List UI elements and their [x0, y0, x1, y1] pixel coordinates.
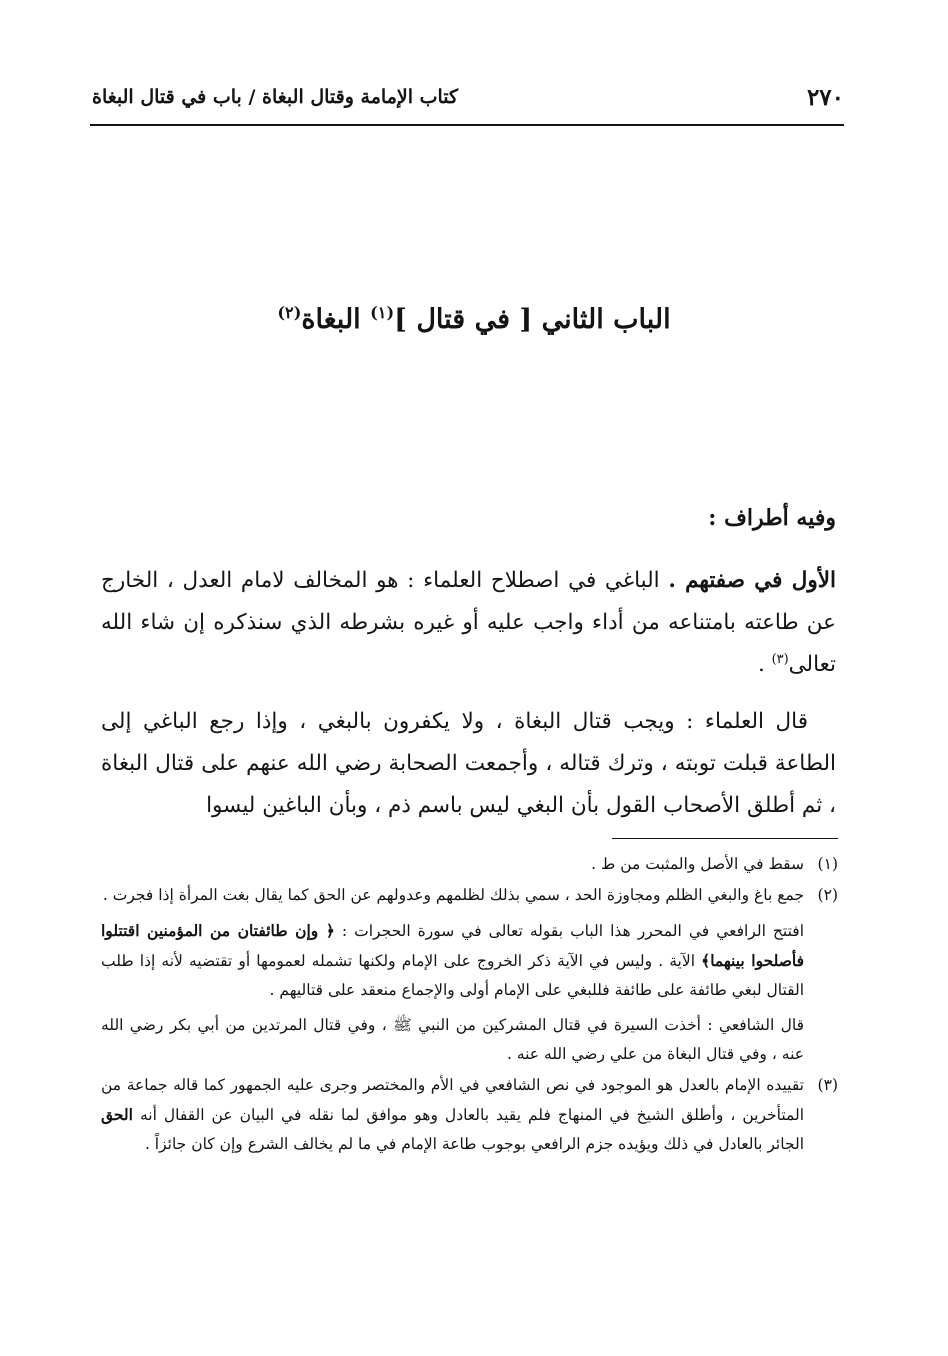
footnote-text [101, 1071, 804, 1159]
paragraph-1 [101, 560, 836, 686]
footnote-text: قال الشافعي : أخذت السيرة في قتال المشركين من النبي ﷺ ، وفي قتال المرتدين من أبي بكر رضي الله عنه ، وفي قتال البغاة من علي رضي الله عنه . [101, 1016, 804, 1063]
footnote-2-continuation [101, 916, 838, 1005]
footnote-text: سقط في الأصل والمثبت من ط . [591, 855, 804, 873]
page-number: ٢٧٠ [806, 84, 844, 111]
paragraph-1-end: . [757, 652, 772, 677]
footnote-3 [101, 1071, 838, 1159]
footnote-text [101, 916, 804, 1005]
footnote-1 [101, 850, 838, 879]
footnote-text: جمع باغ والبغي الظلم ومجاوزة الحد ، سمي بذلك لظلمهم وعدولهم عن الحق كما يقال بغت المرأة إذا فجرت . [102, 886, 804, 904]
footnote-2-shafii-quote [101, 1011, 838, 1069]
footnote-number: (١) [817, 855, 838, 873]
running-header [92, 84, 844, 118]
paragraph-1-lead: الأول في صفتهم . [668, 568, 836, 593]
section-intro: وفيه أطراف : [708, 505, 836, 531]
header-rule [90, 124, 844, 126]
chapter-title-part2: البغاة [301, 304, 361, 335]
footnote-text-part: الآية . وليس في الآية ذكر الخروج على الإمام ولكنها تشمله لعمومها أو تقتضيه لأنه إذا طلب القتال لبغي طائفة على طائفة فللبغي على الإمام أولى والإجماع منعقد على قتاليهم . [101, 952, 804, 999]
footnote-number: (٣) [817, 1076, 838, 1094]
quran-quote: ﴿ وإن طائفتان من المؤمنين اقتتلوا فأصلحوا بينهما﴾ [101, 921, 805, 970]
paragraph-1-text: الباغي في اصطلاح العلماء : هو المخالف لامام العدل ، الخارج عن طاعته بامتناعه من أداء واجب عليه أو غيره بشرطه الذي سنذكره إن شاء الله تعالى [101, 568, 836, 677]
footnote-text-part: تقييده الإمام بالعدل هو الموجود في نص الشافعي في الأم والمختصر وجرى عليه الجمهور كما قاله جماعة من المتأخرين ، وأطلق الشيخ في المنهاج فلم يقيد بالعادل وهو موافق لما نقله في البيان عن القفال أنه [101, 1076, 804, 1124]
footnote-text-part: افتتح الرافعي في المحرر هذا الباب بقوله تعالى في سورة الحجرات : [334, 922, 804, 940]
footnote-rule [612, 838, 838, 839]
footnotes [101, 850, 838, 1161]
footnote-ref-3: (٣) [771, 651, 789, 667]
footnote-ref-1: (١) [370, 303, 395, 322]
chapter-title-part1: الباب الثاني [ في قتال ] [394, 304, 671, 335]
running-title: كتاب الإمامة وقتال البغاة / باب في قتال البغاة [92, 86, 459, 108]
footnote-text-part: الجائر بالعادل في ذلك ويؤيده جزم الرافعي بوجوب طاعة الإمام في ما لم يخالف الشرع وإن كان جائزاً . [144, 1135, 804, 1153]
chapter-title [92, 304, 856, 335]
footnote-number: (٢) [817, 886, 838, 904]
emphasis: الحق [101, 1105, 133, 1124]
footnote-ref-2: (٢) [277, 303, 302, 322]
paragraph-2: قال العلماء : ويجب قتال البغاة ، ولا يكفرون بالبغي ، وإذا رجع الباغي إلى الطاعة قبلت توبته ، وترك قتاله ، وأجمعت الصحابة رضي الله عنهم على قتال البغاة ، ثم أطلق الأصحاب القول بأن البغي ليس باسم ذم ، وبأن الباغين ليسوا [101, 709, 836, 818]
footnote-2 [101, 881, 838, 910]
